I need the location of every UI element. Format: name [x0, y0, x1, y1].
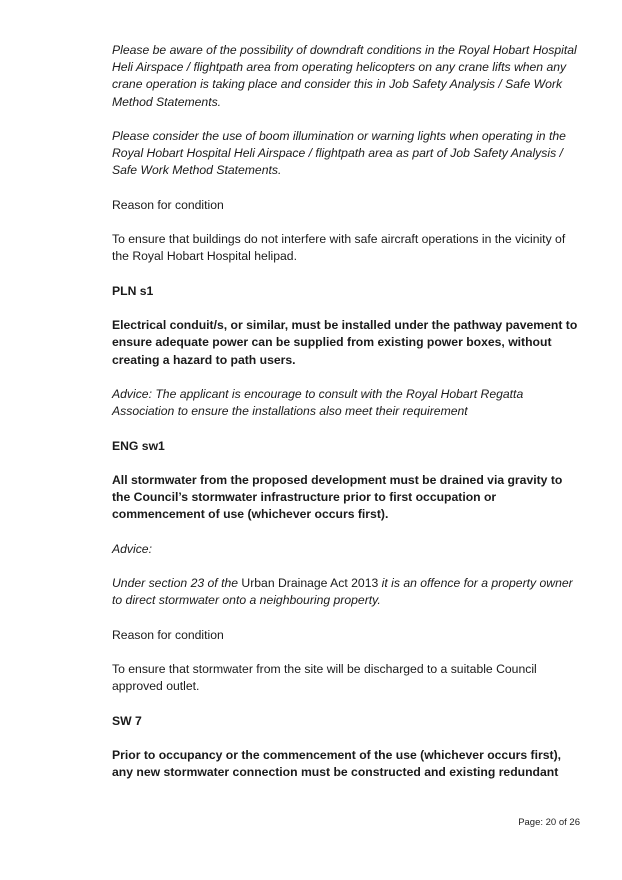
condition-text-pln-s1: Electrical conduit/s, or similar, must be installed under the pathway pavement to ensure adequate power can be supplied from existing power boxes, without creating a hazard to path users.: [112, 318, 578, 367]
downdraft-advice: Please be aware of the possibility of downdraft conditions in the Royal Hobart Hospital Heli Airspace / flightpath area from operating helicopters on any crane lifts when any crane operation is taking place and consider this in Job Safety Analysis / Safe Work Method Statements.: [112, 43, 577, 109]
advice-drainage-act: [112, 575, 582, 609]
condition-heading-sw7: SW 7: [112, 713, 142, 728]
advice-part-2: it is an offence for a property owner to direct stormwater onto a neighbouring property.: [112, 576, 573, 608]
condition-text-eng-sw1: All stormwater from the proposed development must be drained via gravity to the Council’s stormwater infrastructure prior to first occupation or commencement of use (whichever occurs first).: [112, 472, 563, 522]
page-content: [112, 42, 582, 782]
condition-heading-pln-s1: PLN s1: [112, 283, 154, 298]
boom-illumination-advice: Please consider the use of boom illumination or warning lights when operating in the Royal Hobart Hospital Heli Airspace / flightpath area as part of Job Safety Analysis / Safe Work Method Statements.: [112, 129, 566, 178]
advice-part-1: Under section 23 of the: [112, 576, 242, 591]
reason-label: Reason for condition: [112, 627, 224, 642]
condition-heading-eng-sw1: ENG sw1: [112, 438, 165, 453]
act-name: Urban Drainage Act 2013: [241, 576, 379, 591]
page-number: Page: 20 of 26: [518, 817, 580, 828]
reason-text: To ensure that stormwater from the site will be discharged to a suitable Council approved outlet.: [112, 662, 537, 694]
reason-text: To ensure that buildings do not interfere with safe aircraft operations in the vicinity of the Royal Hobart Hospital helipad.: [112, 232, 566, 264]
advice-label: Advice:: [112, 541, 152, 556]
reason-label: Reason for condition: [112, 197, 224, 212]
condition-text-sw7: Prior to occupancy or the commencement of the use (whichever occurs first), any new stormwater connection must be constructed and existing redundant: [112, 748, 562, 780]
advice-pln-s1: Advice: The applicant is encourage to consult with the Royal Hobart Regatta Association to ensure the installations also meet their requirement: [112, 386, 524, 419]
